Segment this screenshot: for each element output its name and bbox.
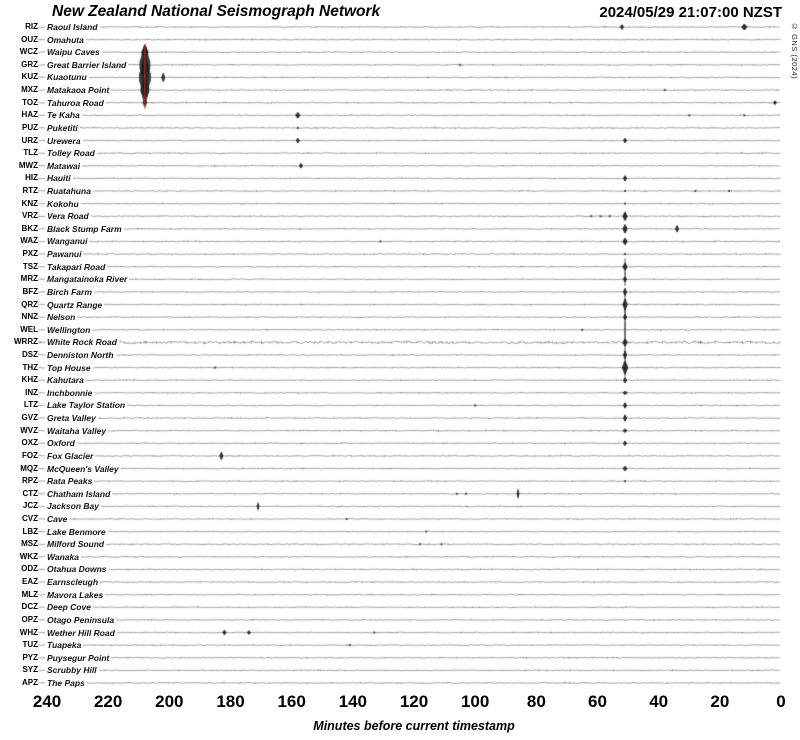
station-code: KNZ xyxy=(21,198,38,208)
station-name: Omahuta xyxy=(47,34,84,45)
station-name: Waipu Caves xyxy=(47,47,100,58)
station-code: WHZ xyxy=(19,627,38,637)
station-name: Otago Peninsula xyxy=(47,614,115,625)
current-timestamp: 2024/05/29 21:07:00 NZST xyxy=(599,4,782,21)
station-name: The Paps xyxy=(47,677,85,688)
station-code: MXZ xyxy=(21,85,38,95)
station-name: Wether Hill Road xyxy=(47,627,115,638)
station-name: Pawanui xyxy=(47,249,82,260)
station-code: INZ xyxy=(25,387,38,397)
station-code: TSZ xyxy=(22,261,38,271)
station-code: OUZ xyxy=(21,34,38,44)
station-name: Kuaotunu xyxy=(47,72,87,83)
station-name: Jackson Bay xyxy=(47,501,99,512)
station-code: WCZ xyxy=(19,47,38,57)
station-code: WEL xyxy=(20,324,38,334)
axis-tick-180: 180 xyxy=(216,692,245,711)
station-name: Ruatahuna xyxy=(47,185,91,196)
station-name: Fox Glacier xyxy=(47,450,94,461)
station-code: PXZ xyxy=(22,249,38,259)
station-code: CTZ xyxy=(22,488,38,498)
station-name: Chatham Island xyxy=(47,488,111,499)
station-name: Birch Farm xyxy=(47,286,92,297)
axis-tick-20: 20 xyxy=(710,692,730,711)
station-name: Top House xyxy=(47,362,91,373)
station-code: URZ xyxy=(21,135,38,145)
station-name: Puketiti xyxy=(47,122,78,133)
station-code: KHZ xyxy=(21,375,38,385)
station-code: DSZ xyxy=(22,349,38,359)
station-name: Cave xyxy=(47,513,68,524)
station-name: Urewera xyxy=(47,135,81,146)
axis-tick-240: 240 xyxy=(32,692,62,711)
station-code: SYZ xyxy=(22,665,38,675)
station-code: APZ xyxy=(22,677,38,687)
station-name: Wanaka xyxy=(47,551,79,562)
station-name: White Rock Road xyxy=(47,337,117,348)
station-name: Great Barrier Island xyxy=(47,59,127,70)
station-code: THZ xyxy=(22,362,38,372)
station-code: RTZ xyxy=(22,185,38,195)
station-name: Matawai xyxy=(47,160,81,171)
station-code: VRZ xyxy=(22,211,38,221)
station-name: Kokohu xyxy=(47,198,79,209)
station-name: Wellington xyxy=(47,324,91,335)
station-name: Tuapeka xyxy=(47,640,82,651)
axis-tick-60: 60 xyxy=(588,692,607,711)
station-code: DCZ xyxy=(21,602,38,612)
station-name: Hauiti xyxy=(47,173,71,184)
station-code: MRZ xyxy=(20,274,38,284)
station-code: BKZ xyxy=(21,223,38,233)
station-code: QRZ xyxy=(21,299,38,309)
axis-tick-160: 160 xyxy=(277,692,306,711)
station-code: JCZ xyxy=(22,501,38,511)
station-code: MQZ xyxy=(20,463,38,473)
station-name: Otahua Downs xyxy=(47,564,107,575)
station-code: WKZ xyxy=(19,551,38,561)
station-name: Tolley Road xyxy=(47,148,95,159)
station-name: Oxford xyxy=(47,438,75,449)
station-name: Scrubby Hill xyxy=(47,665,97,676)
station-name: Takapari Road xyxy=(47,261,106,272)
station-code: WAZ xyxy=(20,236,38,246)
station-name: Greta Valley xyxy=(47,413,96,424)
station-code: HAZ xyxy=(21,110,38,120)
station-code: GRZ xyxy=(21,59,38,69)
page-title: New Zealand National Seismograph Network xyxy=(52,3,381,20)
station-code: TLZ xyxy=(23,148,38,158)
station-name: Waitaha Valley xyxy=(47,425,107,436)
axis-tick-40: 40 xyxy=(649,692,669,711)
station-name: Vera Road xyxy=(47,211,89,222)
station-code: MLZ xyxy=(21,589,38,599)
station-name: Lake Taylor Station xyxy=(47,400,126,411)
station-name: Lake Benmore xyxy=(47,526,106,537)
station-code: LBZ xyxy=(22,526,38,536)
axis-tick-220: 220 xyxy=(93,692,123,711)
station-code: ODZ xyxy=(21,564,38,574)
station-code: PYZ xyxy=(22,652,38,662)
station-code: RPZ xyxy=(22,476,38,486)
station-name: Black Stump Farm xyxy=(47,223,122,234)
station-code: WRRZ xyxy=(14,337,38,347)
station-name: Deep Cove xyxy=(47,602,91,613)
station-name: Tahuroa Road xyxy=(47,97,104,108)
station-code: OXZ xyxy=(21,438,38,448)
station-code: WVZ xyxy=(20,425,38,435)
station-code: EAZ xyxy=(22,577,38,587)
station-name: Raoul Island xyxy=(47,22,98,32)
copyright-notice: © GNS (2024) xyxy=(790,22,799,80)
station-name: Nelson xyxy=(47,312,76,323)
station-code: CVZ xyxy=(22,513,38,523)
axis-tick-0: 0 xyxy=(776,692,786,711)
station-code: PUZ xyxy=(22,122,38,132)
station-code: RIZ xyxy=(25,22,38,31)
station-code: TUZ xyxy=(22,640,38,650)
station-code: LTZ xyxy=(23,400,38,410)
station-name: Earnscleugh xyxy=(47,577,99,588)
axis-tick-140: 140 xyxy=(338,692,368,711)
station-code: MWZ xyxy=(18,160,38,170)
station-code: TOZ xyxy=(22,97,38,107)
station-code: NNZ xyxy=(21,312,38,322)
station-name: Mavora Lakes xyxy=(47,589,104,600)
station-name: Denniston North xyxy=(47,349,114,360)
station-name: Puysegur Point xyxy=(47,652,110,663)
station-name: Inchbonnie xyxy=(47,387,93,398)
axis-label: Minutes before current timestamp xyxy=(313,719,515,733)
station-name: Quartz Range xyxy=(47,299,103,310)
station-code: KUZ xyxy=(21,72,38,82)
station-code: HIZ xyxy=(25,173,38,183)
station-code: MSZ xyxy=(21,539,38,549)
station-name: McQueen's Valley xyxy=(47,463,119,474)
axis-tick-200: 200 xyxy=(155,692,184,711)
axis-tick-100: 100 xyxy=(460,692,490,711)
station-name: Rata Peaks xyxy=(47,476,93,487)
axis-tick-120: 120 xyxy=(399,692,429,711)
station-code: FOZ xyxy=(22,450,38,460)
station-name: Te Kaha xyxy=(47,110,80,121)
axis-tick-80: 80 xyxy=(526,692,546,711)
station-name: Mangatainoka River xyxy=(47,274,128,285)
station-name: Wanganui xyxy=(47,236,88,247)
station-code: OPZ xyxy=(21,614,38,624)
station-name: Milford Sound xyxy=(47,539,105,550)
station-name: Matakaoa Point xyxy=(47,85,110,96)
station-code: GVZ xyxy=(21,413,38,423)
station-name: Kahutara xyxy=(47,375,84,386)
station-code: BFZ xyxy=(22,286,38,296)
